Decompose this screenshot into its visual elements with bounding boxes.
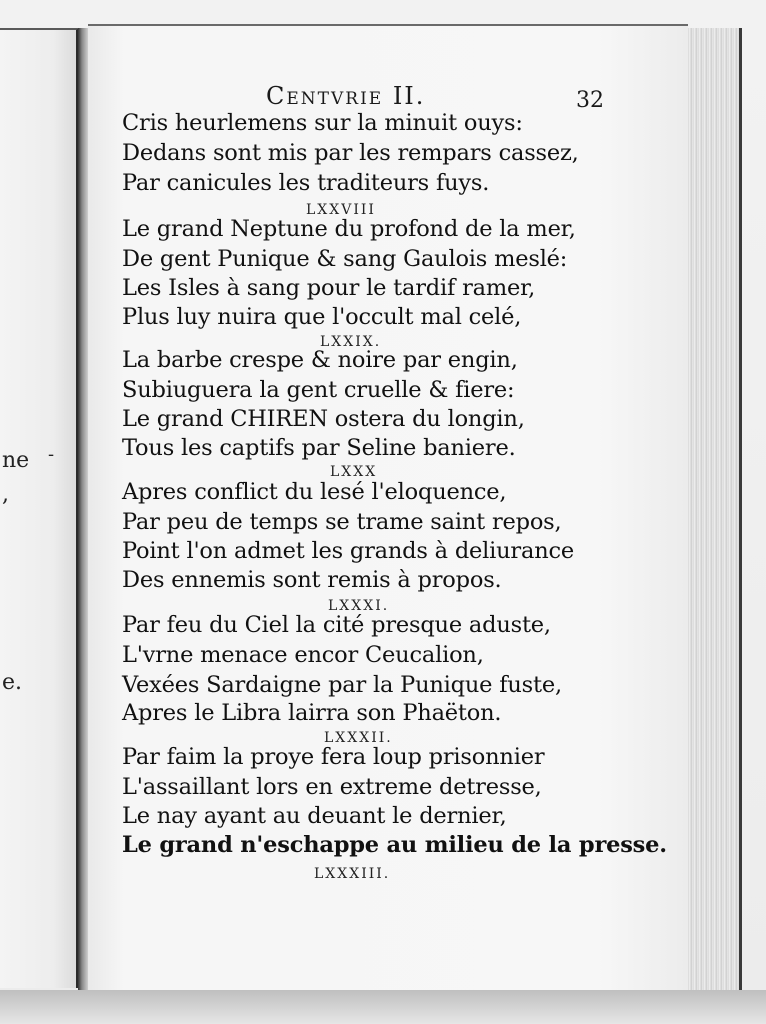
verse-line: L'vrne menace encor Ceucalion, xyxy=(122,642,484,668)
verse-line: Apres le Libra lairra son Phaëton. xyxy=(122,700,502,726)
verse-line: Par feu du Ciel la cité presque aduste, xyxy=(122,612,551,638)
verse-line: Le nay ayant au deuant le dernier, xyxy=(122,803,507,829)
verse-line: Le grand Neptune du profond de la mer, xyxy=(122,216,576,242)
verse-line: Par peu de temps se trame saint repos, xyxy=(122,509,562,535)
page-number: 32 xyxy=(576,88,604,113)
verse-line: Des ennemis sont remis à propos. xyxy=(122,567,502,593)
quatrain-numeral: LXXX xyxy=(330,464,378,480)
verse-line: Subiuguera la gent cruelle & fiere: xyxy=(122,377,515,403)
verse-line: Le grand CHIREN ostera du longin, xyxy=(122,406,525,432)
quatrain-numeral: LXXVIII xyxy=(306,202,376,218)
book-gutter xyxy=(78,28,88,994)
verse-line: Le grand n'eschappe au milieu de la presse. xyxy=(122,832,667,858)
verse-line: Cris heurlemens sur la minuit ouys: xyxy=(122,110,523,136)
verse-line: Dedans sont mis par les rempars cassez, xyxy=(122,140,579,166)
verse-line: Vexées Sardaigne par la Punique fuste, xyxy=(122,672,562,698)
quatrain-numeral: LXXIX. xyxy=(320,334,382,350)
verse-line: Point l'on admet les grands à deliurance xyxy=(122,538,575,564)
verse-line: Tous les captifs par Seline baniere. xyxy=(122,435,516,461)
left-page xyxy=(0,28,80,988)
left-page-fragment: , xyxy=(2,482,9,507)
left-page-fragment: ne xyxy=(2,448,30,473)
verse-line: La barbe crespe & noire par engin, xyxy=(122,347,518,373)
quatrain-numeral: LXXXIII. xyxy=(314,866,391,882)
quatrain-numeral: LXXXI. xyxy=(328,598,390,614)
verse-line: Par canicules les traditeurs fuys. xyxy=(122,170,490,196)
table-surface xyxy=(0,990,766,1024)
verse-line: Apres conflict du lesé l'eloquence, xyxy=(122,479,507,505)
verse-line: L'assaillant lors en extreme detresse, xyxy=(122,774,542,800)
verse-line: Par faim la proye fera loup prisonnier xyxy=(122,744,545,770)
verse-line: Les Isles à sang pour le tardif ramer, xyxy=(122,275,536,301)
running-head: Centvrie II. xyxy=(266,82,426,110)
left-page-fragment: e. xyxy=(2,670,23,695)
verse-line: De gent Punique & sang Gaulois meslé: xyxy=(122,246,568,272)
verse-line: Plus luy nuira que l'occult mal celé, xyxy=(122,304,522,330)
page-edges xyxy=(688,28,742,994)
left-page-fragment: - xyxy=(48,444,55,465)
quatrain-numeral: LXXXII. xyxy=(324,730,393,746)
